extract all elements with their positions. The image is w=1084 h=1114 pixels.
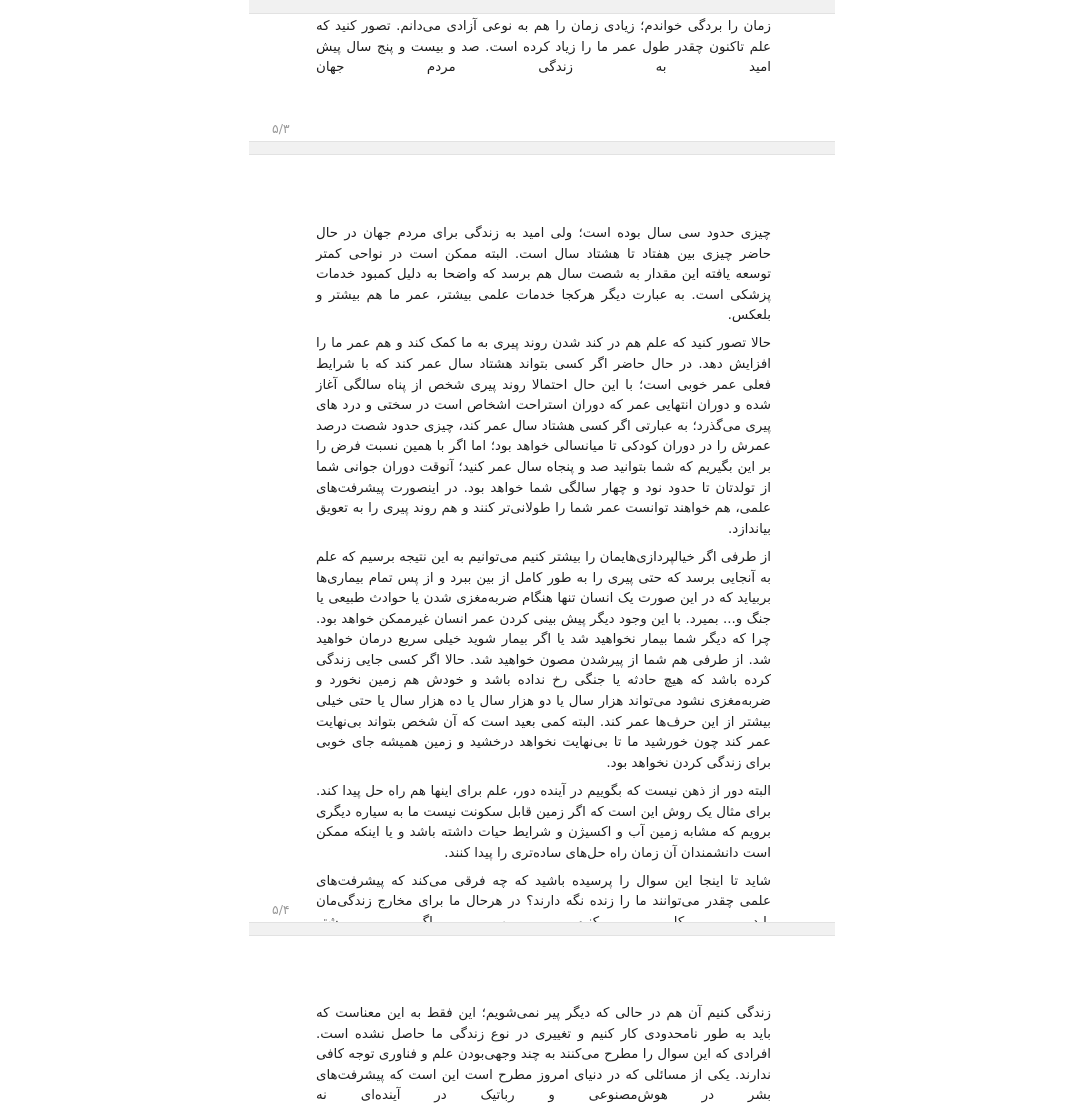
page-separator [249, 922, 835, 936]
page-number: ۵/۴ [272, 902, 290, 917]
paragraph: از طرفی اگر خیالپردازی‌هایمان را بیشتر کنیم می‌توانیم به این نتیجه برسیم که علم به آنجایی برسد که حتی پیری را به طور کامل از بین ببرد و از پس تمام بیماری‌ها بربیاید که در این صورت یک انسان تنها هنگام ضربه‌مغزی شدن یا حوادث طبیعی یا جنگ و... بمیرد. با این وجود دیگر پیش بینی کردن عمر انسان غیرممکن خواهد بود. چرا که دیگر شما بیمار نخواهید شد یا اگر بیمار شوید خیلی سریع درمان خواهید شد. از طرفی هم شما از پیرشدن مصون خواهید شد. حالا اگر کسی جایی زندگی کرده باشد که هیچ حادثه یا جنگی رخ نداده باشد و خودش هم زمین نخورد و ضربه‌مغزی نشود می‌تواند هزار سال یا دو هزار سال یا ده هزار سال یا حتی خیلی بیشتر از این حرف‌ها عمر کند. البته کمی بعید است که آن شخص بتواند بی‌نهایت عمر کند چون خورشید ما تا بی‌نهایت نخواهد درخشید و زمین همیشه جای خوبی برای زندگی کردن نخواهد بود. [316, 549, 771, 771]
paragraph: زمان را بردگی خواندم؛ زیادی زمان را هم به نوعی آزادی می‌دانم. تصور کنید که علم تاکنون چقدر طول عمر ما را زیاد کرده است. صد و بیست و پنج سال پیش امید به زندگی مردم جهان [316, 19, 771, 76]
paragraph: البته دور از ذهن نیست که بگوییم در آینده دور، علم برای اینها هم راه حل پیدا کند. برای مثال یک روش این است که اگر زمین قابل سکونت نیست ما به سیاره دیگری برویم که مشابه زمین آب و اکسیژن و شرایط حیات داشته باشد و یا اینکه ممکن است دانشمندان آن زمان راه حل‌های ساده‌تری را پیدا کنند. [316, 783, 771, 861]
page-separator [249, 0, 835, 14]
paragraph: زندگی کنیم آن هم در حالی که دیگر پیر نمی‌شویم؛ این فقط به این معناست که باید به طور نامحدودی کار کنیم و تغییری در نوع زندگی ما حاصل نشده است. افرادی که این سوال را مطرح می‌کنند به چند وجهی‌بودن علم و فناوری توجه کافی ندارند. یکی از مسائلی که در دنیای امروز مطرح است این است که پیشرفت‌های بشر در هوش‌مصنوعی و رباتیک در آینده‌ای نه [316, 1006, 771, 1104]
page-text [316, 17, 771, 86]
page-text [316, 224, 771, 941]
paragraph: حالا تصور کنید که علم هم در کند شدن روند پیری به ما کمک کند و هم عمر ما را افزایش دهد. در حال حاضر اگر کسی بتواند هشتاد سال عمر کند که با شرایط فعلی عمر خوبی است؛ با این حال احتمالا روند پیری شخص از پناه سالگی آغاز شده و دوران انتهایی عمر که دوران استراحت اشخاص است در سختی و درد های پیری می‌گذرد؛ به عبارتی اگر کسی هشتاد سال عمر کند، چیزی حدود شصت درصد عمرش را در دوران کودکی تا میانسالی خواهد بود؛ اما اگر با همین نسبت فرض را بر این بگیریم که شما بتوانید صد و پنجاه سال عمر کنید؛ آنوقت دوران جوانی شما از تولدتان تا حدود نود و چهار سالگی شما خواهد بود. در اینصورت پیشرفت‌های علمی، هم خواهند توانست عمر شما را طولانی‌تر کنند و هم روند پیری را به تعویق بیاندازد. [316, 336, 771, 537]
page-number: ۵/۳ [272, 121, 290, 136]
page-text [316, 1004, 771, 1114]
paragraph: چیزی حدود سی سال بوده است؛ ولی امید به زندگی برای مردم جهان در حال حاضر چیزی بین هفتاد تا هشتاد سال است. البته ممکن است در نواحی کمتر توسعه یافته این مقدار به شصت سال هم برسد که واضحا به دلیل کمبود خدمات پزشکی است. به عبارت دیگر هرکجا خدمات علمی بیشتر، عمر ما هم بیشتر و بلعکس. [316, 226, 771, 324]
paragraph: شاید تا اینجا این سوال را پرسیده باشید که چه فرقی می‌کند که پیشرفت‌های علمی چقدر می‌توانند ما را زنده نگه دارند؟ در هرحال ما برای مخارج زندگی‌مان [316, 873, 771, 910]
page-separator [249, 141, 835, 155]
